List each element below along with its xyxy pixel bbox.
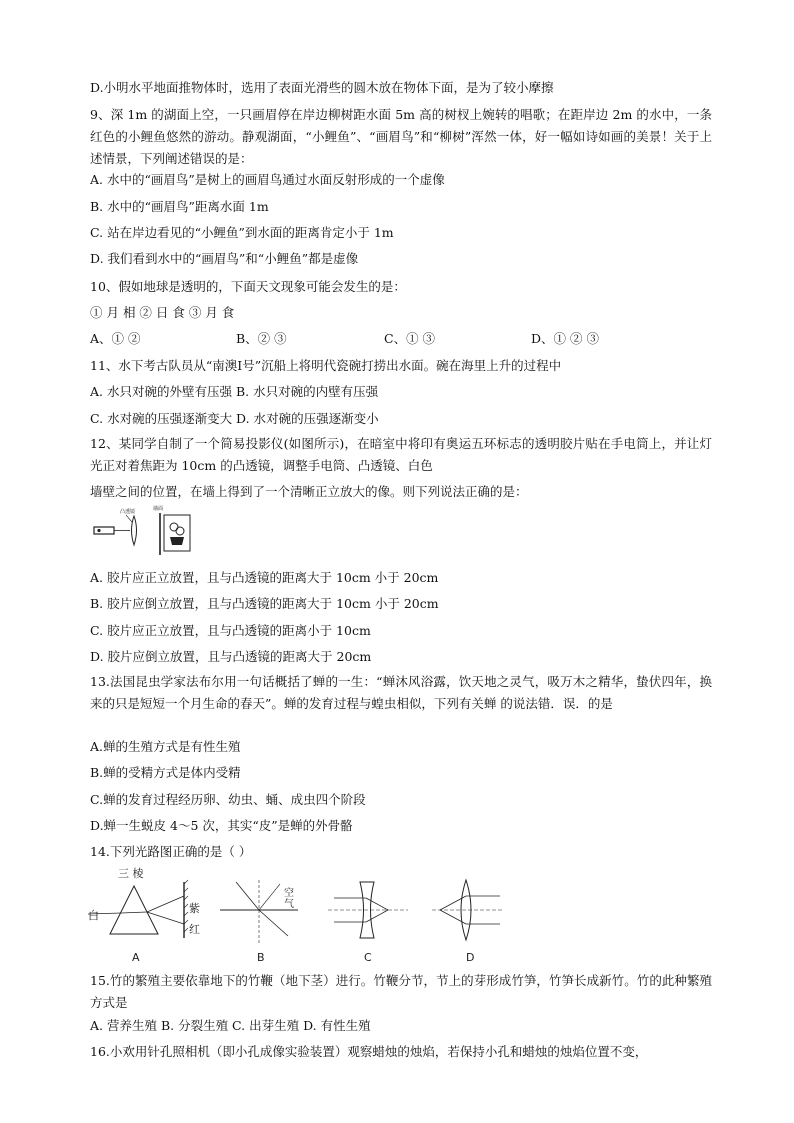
q13-option-d: D.蝉一生蜕皮 4～5 次，其实“皮”是蝉的外骨骼 (90, 818, 353, 833)
q10-option-a: A、① ② (90, 331, 141, 346)
q9-option-c: C. 站在岸边看见的“小鲤鱼”到水面的距离肯定小于 1m (90, 225, 394, 240)
q10-items: ① 月 相 ② 日 食 ③ 月 食 (90, 305, 235, 320)
q11-options-ab: A. 水只对碗的外壁有压强 B. 水只对碗的内壁有压强 (90, 384, 379, 399)
q9-stem: 9、深 1m 的湖面上空，一只画眉停在岸边柳树距水面 5m 高的树杈上婉转的唱歌；在距岸边 2m 的水中，一条红色的小鲤鱼悠然的游动。静观湖面，“小鲤鱼”、“画眉鸟”和“柳树”浑然一体，好一幅如诗如画的美景！关于上述情景，下列阐述错误的是： (90, 107, 712, 166)
q16-stem: 16.小欢用针孔照相机（即小孔成像实验装置）观察蜡烛的烛焰，若保持小孔和蜡烛的烛焰位置不变， (90, 1044, 648, 1059)
q9-option-b: B. 水中的“画眉鸟”距离水面 1m (90, 199, 269, 214)
light-path-figures (88, 862, 508, 966)
figure-lens-label: 凸透镜 (120, 509, 136, 515)
projector-figure (90, 505, 200, 557)
q12-option-c: C. 胶片应正立放置，且与凸透镜的距离小于 10cm (90, 623, 371, 638)
figure-label-c: C (364, 951, 372, 964)
figure-b-air-label-2: 气 (284, 899, 294, 910)
q10-stem: 10、假如地球是透明的，下面天文现象可能会发生的是： (90, 279, 406, 294)
convex-lens-figure (432, 880, 502, 940)
q15-stem: 15.竹的繁殖主要依靠地下的竹鞭（地下茎）进行。竹鞭分节，节上的芽形成竹笋，竹笋长成新竹。竹的此种繁殖方式是 (90, 973, 712, 1010)
q12-option-d: D. 胶片应倒立放置，且与凸透镜的距离大于 20cm (90, 649, 372, 664)
q13-stem: 13.法国昆虫学家法布尔用一句话概括了蝉的一生：“蝉沐风浴露，饮天地之灵气，吸万木之精华，蛰伏四年，换来的只是短短一个月生命的春天”。蝉的发育过程与蝗虫相似，下列有关蝉 的说法错．误．的是 (90, 674, 712, 711)
q10-option-b: B、② ③ (236, 331, 287, 346)
q11-stem: 11、水下考古队员从“南澳Ⅰ号”沉船上将明代瓷碗打捞出水面。碗在海里上升的过程中 (90, 358, 562, 373)
q13-option-a: A.蝉的生殖方式是有性生殖 (90, 739, 241, 754)
q10-option-d: D、① ② ③ (531, 331, 599, 346)
figure-wall-label: 墙面 (153, 506, 164, 512)
concave-lens-figure (328, 882, 408, 938)
q13-option-c: C.蝉的发育过程经历卵、幼虫、蛹、成虫四个阶段 (90, 792, 366, 807)
figure-a-red-label: 红 (189, 923, 200, 936)
figure-label-d: D (466, 951, 475, 964)
q9-option-d: D. 我们看到水中的“画眉鸟”和“小鲤鱼”都是虚像 (90, 251, 359, 266)
q8-option-d: D.小明水平地面推物体时，选用了表面光滑些的圆木放在物体下面，是为了较小摩擦 (90, 80, 554, 95)
refraction-figure (220, 880, 298, 944)
figure-label-b: B (257, 951, 265, 964)
convex-lens-shape (132, 516, 137, 545)
figure-a-violet-label: 紫 (189, 902, 200, 915)
q12-stem-2: 墙壁之间的位置，在墙上得到了一个清晰正立放大的像。则下列说法正确的是： (90, 484, 528, 499)
q15-options: A. 营养生殖 B. 分裂生殖 C. 出芽生殖 D. 有性生殖 (90, 1018, 371, 1033)
figure-a-white-label: 白 (88, 909, 99, 922)
q14-stem: 14.下列光路图正确的是（ ） (90, 844, 252, 859)
q9-option-a: A. 水中的“画眉鸟”是树上的画眉鸟通过水面反射形成的一个虚像 (90, 172, 445, 187)
q11-options-cd: C. 水对碗的压强逐渐变大 D. 水对碗的压强逐渐变小 (90, 411, 379, 426)
figure-label-a: A (132, 951, 140, 964)
q12-option-a: A. 胶片应正立放置，且与凸透镜的距离大于 10cm 小于 20cm (90, 570, 439, 585)
q12-option-b: B. 胶片应倒立放置，且与凸透镜的距离大于 10cm 小于 20cm (90, 596, 439, 611)
figure-a-title: 三 棱 (118, 867, 144, 880)
flashlight-shape (94, 527, 114, 534)
q10-option-c: C、① ③ (384, 331, 436, 346)
q13-option-b: B.蝉的受精方式是体内受精 (90, 765, 241, 780)
prism-figure (88, 866, 200, 938)
q12-stem-1: 12、某同学自制了一个简易投影仪(如图所示)，在暗室中将印有奥运五环标志的透明胶片贴在手电筒上，并让灯光正对着焦距为 10cm 的凸透镜，调整手电筒、凸透镜、白色 (90, 436, 712, 473)
figure-b-air-label-1: 空 (284, 888, 294, 899)
